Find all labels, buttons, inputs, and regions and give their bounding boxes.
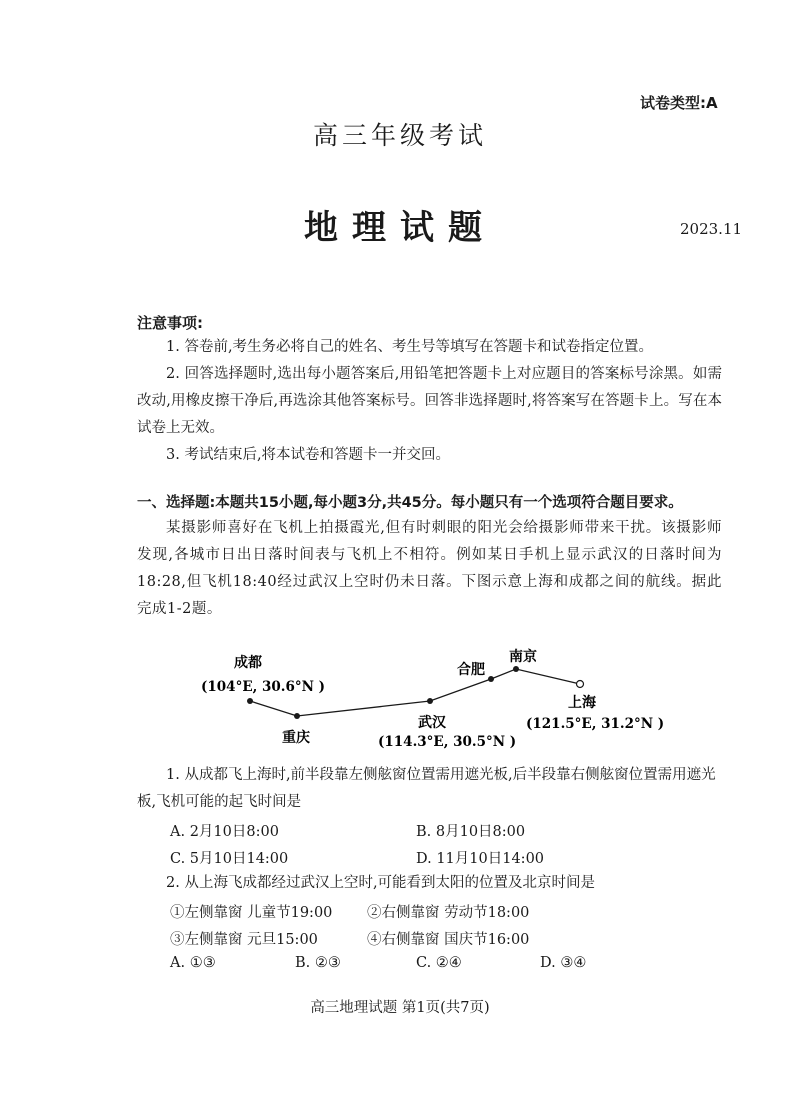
chongqing-label: 重庆	[282, 730, 310, 746]
q2-option-a[interactable]: A. ①③	[170, 955, 216, 971]
q2-item-2: ②右侧靠窗 劳动节18:00	[367, 905, 530, 921]
page-footer: 高三地理试题 第1页(共7页)	[310, 1000, 490, 1016]
q1-option-a[interactable]: A. 2月10日8:00	[170, 824, 279, 840]
section-heading: 一、选择题:本题共15小题,每小题3分,共45分。每小题只有一个选项符合题目要求。	[137, 495, 683, 511]
question-material: 某摄影师喜好在飞机上拍摄霞光,但有时刺眼的阳光会给摄影师带来干扰。该摄影师发现,各城市日出日落时间表与飞机上不相符。例如某日手机上显示武汉的日落时间为18:28,但飞机18:40经过武汉上空时仍未日落。下图示意上海和成都之间的航线。据此完成1-2题。	[137, 520, 722, 617]
subject-title: 地理试题	[304, 208, 496, 248]
chengdu-label: 成都	[234, 655, 262, 671]
notice-title: 注意事项:	[137, 314, 203, 332]
q2-option-d[interactable]: D. ③④	[540, 955, 587, 971]
hefei-point	[488, 676, 494, 682]
hefei-label: 合肥	[457, 662, 485, 678]
chongqing-point	[294, 713, 300, 719]
exam-title: 高三年级考试	[312, 121, 487, 150]
shanghai-coord: (121.5°E, 31.2°N )	[526, 716, 665, 732]
q1-option-b[interactable]: B. 8月10日8:00	[416, 824, 526, 840]
exam-date: 2023.11	[680, 220, 743, 238]
q2-item-3: ③左侧靠窗 元旦15:00	[170, 932, 318, 948]
wuhan-label: 武汉	[418, 715, 446, 731]
notice-item-3: 3. 考试结束后,将本试卷和答题卡一并交回。	[166, 447, 451, 463]
shanghai-point	[577, 681, 584, 688]
q1-option-d[interactable]: D. 11月10日14:00	[416, 851, 545, 867]
chengdu-coord: (104°E, 30.6°N )	[201, 679, 326, 695]
wuhan-point	[427, 698, 433, 704]
question-1-stem: 1. 从成都飞上海时,前半段靠左侧舷窗位置需用遮光板,后半段靠右侧舷窗位置需用遮光板,飞机可能的起飞时间是	[137, 767, 716, 810]
route-map	[0, 645, 800, 755]
chengdu-point	[247, 698, 253, 704]
notice-item-1: 1. 答卷前,考生务必将自己的姓名、考生号等填写在答题卡和试卷指定位置。	[166, 339, 654, 355]
wuhan-coord: (114.3°E, 30.5°N )	[378, 734, 517, 750]
q2-item-4: ④右侧靠窗 国庆节16:00	[367, 932, 530, 948]
q2-item-1: ①左侧靠窗 儿童节19:00	[170, 905, 333, 921]
nanjing-point	[513, 666, 519, 672]
notice-item-2: 2. 回答选择题时,选出每小题答案后,用铅笔把答题卡上对应题目的答案标号涂黑。如需改动,用橡皮擦干净后,再选涂其他答案标号。回答非选择题时,将答案写在答题卡上。写在本试卷上无效。	[137, 366, 722, 436]
q2-option-b[interactable]: B. ②③	[295, 955, 341, 971]
shanghai-label: 上海	[568, 695, 596, 711]
q2-option-c[interactable]: C. ②④	[416, 955, 462, 971]
question-2-stem: 2. 从上海飞成都经过武汉上空时,可能看到太阳的位置及北京时间是	[166, 875, 596, 891]
nanjing-label: 南京	[509, 649, 537, 665]
q1-option-c[interactable]: C. 5月10日14:00	[170, 851, 289, 867]
paper-type: 试卷类型:A	[640, 94, 718, 112]
